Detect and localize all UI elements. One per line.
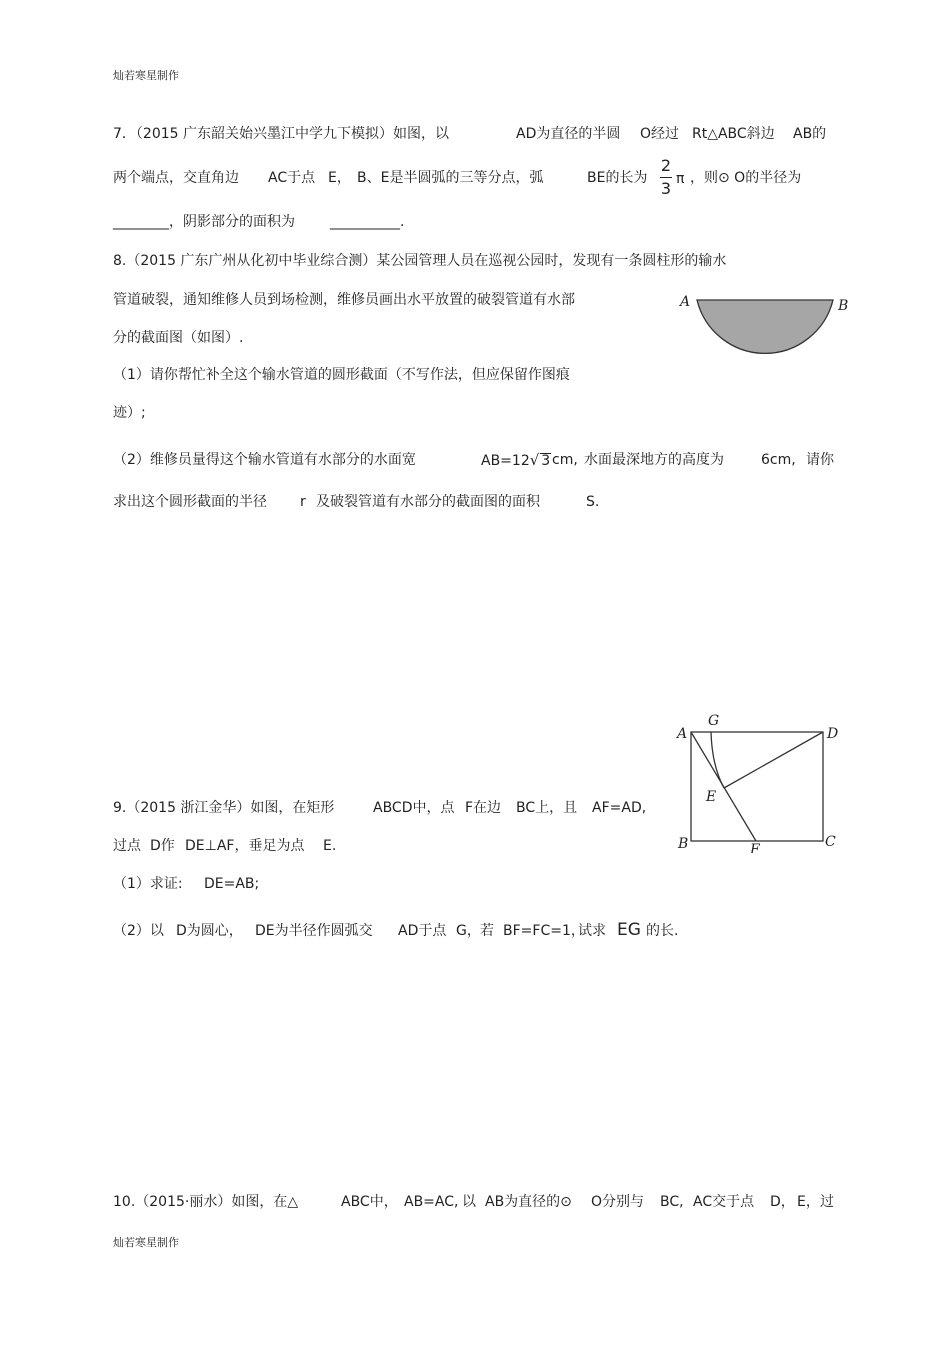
q9-line2-text: DE⊥AF，垂足为点 <box>185 838 305 854</box>
q7-line1-text: AD为直径的半圆 <box>516 126 621 142</box>
figure-label-g: G <box>708 713 720 729</box>
figure-label-d: D <box>827 726 839 742</box>
q9-line4-text: D为圆心， <box>176 923 243 939</box>
sqrt-sign: √ <box>529 451 540 469</box>
q9-line4-text: 的长. <box>646 923 679 939</box>
q9-line2-text: E. <box>323 838 337 854</box>
q8-line6-unit: cm, <box>552 452 578 468</box>
q7-fraction <box>660 158 672 197</box>
q10-line1-text: 过 <box>820 1194 834 1210</box>
q8-line7-text: 及破裂管道有水部分的截面图的面积 <box>316 494 540 510</box>
q9-line2-text: D作 <box>150 838 175 854</box>
q7-line2-text: 两个端点，交直角边 <box>113 170 239 186</box>
page-header: 灿若寒星制作 <box>113 69 179 82</box>
q9-line4-text: 若 <box>480 923 494 939</box>
q7-line2-text: BE的长为 <box>587 170 648 186</box>
arc-ge <box>711 732 724 788</box>
q7-line2-text: E， <box>328 170 351 186</box>
q8-line6-depth: 6cm, <box>761 452 796 468</box>
q10-line1-text: 10.（2015·丽水）如图，在△ <box>113 1194 299 1210</box>
q10-line1-text: 以 <box>462 1194 476 1210</box>
formula-ab: AB=12 <box>481 453 530 469</box>
figure-label-c: C <box>825 834 836 850</box>
rectangle-abcd-figure <box>670 708 850 853</box>
q9-line1-text: ABCD中，点 <box>373 800 455 816</box>
q7-line1-text: AB的 <box>793 126 827 142</box>
q10-line1-text: AB=AC, <box>404 1194 459 1210</box>
q8-line6-text: 请你 <box>806 452 834 468</box>
q8-line5: 迹）; <box>113 405 146 421</box>
rectangle-abcd <box>691 732 823 841</box>
q9-line4-text: AD于点 <box>398 923 447 939</box>
figure-label-b: B <box>678 836 689 852</box>
q8-line3: 分的截面图（如图）. <box>113 330 244 346</box>
q7-line2-text: AC于点 <box>268 170 316 186</box>
pipe-cross-section-figure <box>675 288 855 360</box>
sqrt-radicand: 3 <box>541 453 551 469</box>
figure-label-a: A <box>680 294 691 310</box>
q8-line2: 管道破裂，通知维修人员到场检测，维修员画出水平放置的破裂管道有水部 <box>113 292 575 308</box>
q8-line7-text: S. <box>586 494 600 510</box>
page-footer: 灿若寒星制作 <box>113 1236 179 1249</box>
q8-line6-text: 水面最深地方的高度为 <box>584 452 724 468</box>
q9-line4-eg: EG <box>617 920 641 940</box>
q9-line1-text: 9.（2015 浙江金华）如图，在矩形 <box>113 800 335 816</box>
q9-line4-text: BF=FC=1， <box>503 923 585 939</box>
q8-line6-formula <box>481 453 551 468</box>
q9-line3-text: DE=AB; <box>204 876 260 892</box>
fraction-denominator: 3 <box>660 179 672 198</box>
q9-line1-text: AF=AD, <box>592 800 647 816</box>
q8-line7-text: r <box>300 494 306 510</box>
q7-line2-end: ，则⊙ O的半径为 <box>690 170 802 186</box>
q10-line1-text: AB为直径的⊙ <box>485 1194 572 1210</box>
q8-line7-text: 求出这个圆形截面的半径 <box>113 494 267 510</box>
q9-line4-text: DE为半径作圆弧交 <box>255 923 373 939</box>
fraction-numerator: 2 <box>660 156 672 175</box>
q7-line2-text: B、E是半圆弧的三等分点，弧 <box>357 170 544 186</box>
figure-label-b: B <box>838 298 849 314</box>
segment-de <box>724 732 823 788</box>
q10-line1-text: BC, <box>660 1194 684 1210</box>
q7-line1-text: O经过 <box>640 126 680 142</box>
q9-line1-text: F在边 <box>465 800 502 816</box>
figure-label-e: E <box>706 789 717 805</box>
q9-line1-text: BC上，且 <box>516 800 578 816</box>
q8-line1: 8.（2015 广东广州从化初中毕业综合测）某公园管理人员在巡视公园时，发现有一条圆柱形的输水 <box>113 253 727 269</box>
q10-line1-text: AC交于点 <box>693 1194 755 1210</box>
q10-line1-text: D， <box>770 1194 795 1210</box>
q10-line1-text: ABC中， <box>341 1194 398 1210</box>
q7-line3-text: __________. <box>330 214 405 230</box>
q9-line4-text: （2）以 <box>113 923 164 939</box>
q9-line4-text: 试求 <box>578 923 606 939</box>
q9-line3-text: （1）求证: <box>113 876 183 892</box>
q10-line1-text: E， <box>797 1194 820 1210</box>
figure-label-a: A <box>677 726 688 742</box>
pi-symbol: π <box>676 171 685 187</box>
q8-line6-text: （2）维修员量得这个输水管道有水部分的水面宽 <box>113 452 416 468</box>
q7-line3-text: ________，阴影部分的面积为 <box>113 214 295 230</box>
q7-line1-text: Rt△ABC斜边 <box>692 126 775 142</box>
fraction-bar <box>660 177 672 178</box>
figure-label-f: F <box>750 842 760 853</box>
q9-line4-text: G， <box>456 923 481 939</box>
q10-line1-text: O分别与 <box>591 1194 645 1210</box>
q8-line4: （1）请你帮忙补全这个输水管道的圆形截面（不写作法，但应保留作图痕 <box>113 367 570 383</box>
q9-line2-text: 过点 <box>113 838 141 854</box>
water-segment <box>697 300 833 353</box>
q7-line1-text: 7．（2015 广东韶关始兴墨江中学九下模拟）如图，以 <box>113 126 449 142</box>
